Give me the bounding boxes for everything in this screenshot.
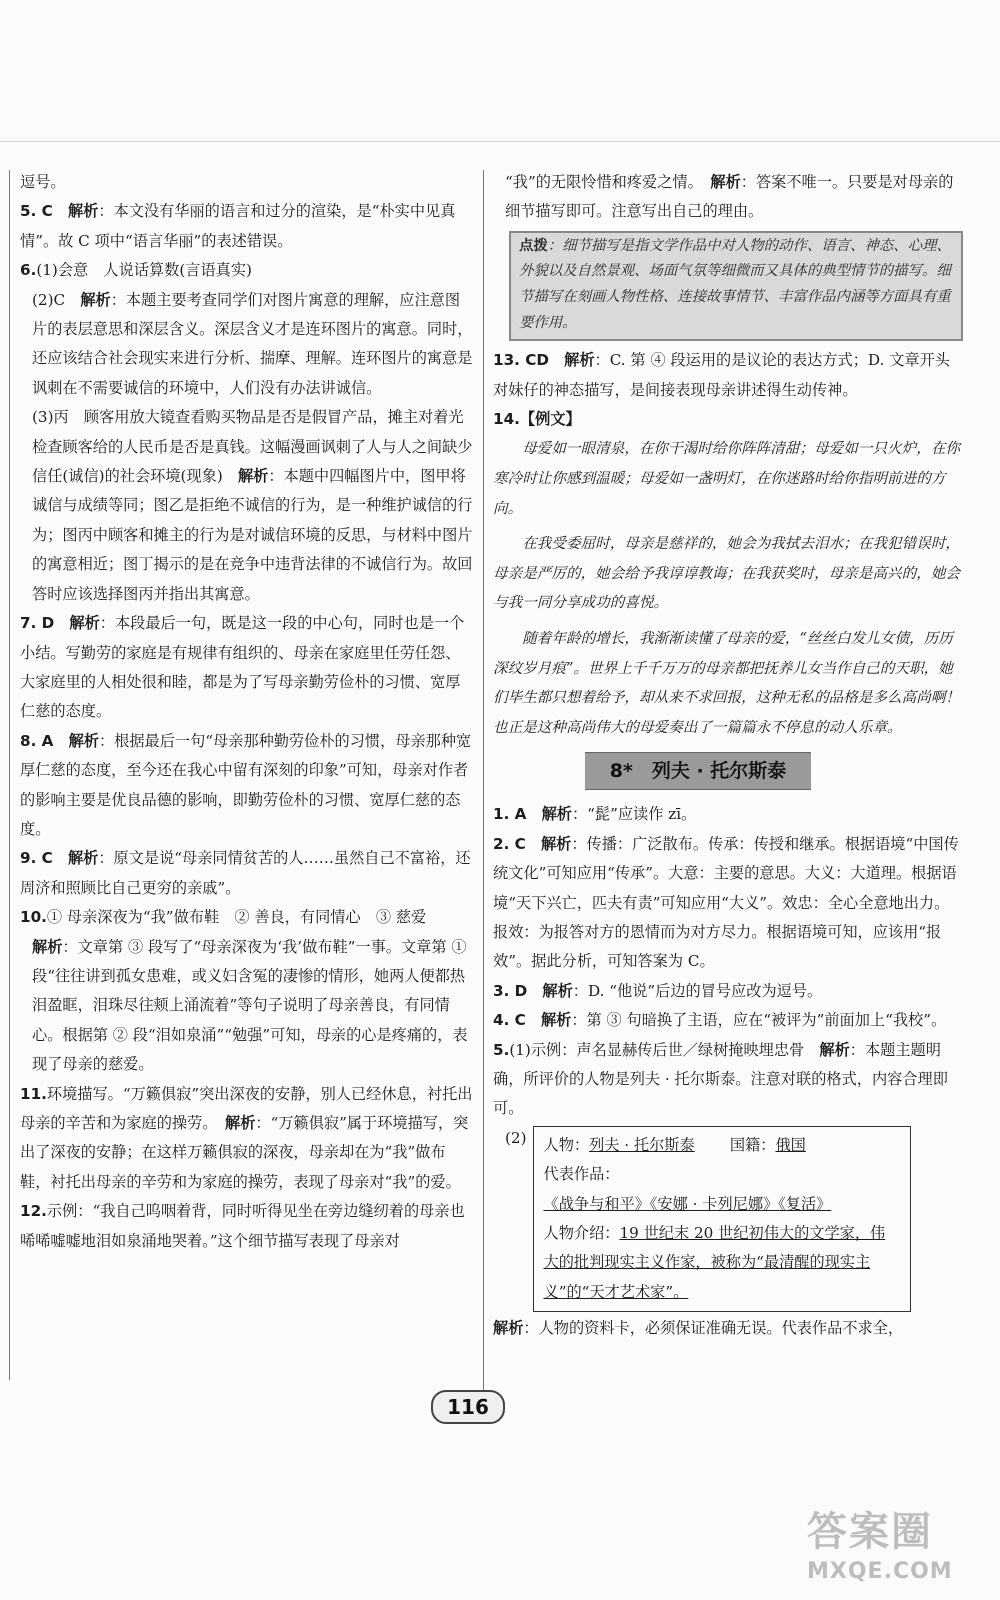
section-title: 8* 列夫 · 托尔斯泰 [585, 752, 811, 790]
essay-paragraph: 母爱如一眼清泉，在你干渴时给你阵阵清甜；母爱如一只火炉，在你寒冷时让你感到温暖；母爱如一盏明灯，在你迷路时给你指明前进的方向。 [493, 440, 961, 517]
answer-item: 逗号。 [20, 173, 66, 191]
answer-item-1: 1. A 解析：“髭”应读作 zī。 [493, 805, 697, 824]
left-margin-line [9, 170, 10, 1380]
answer-item-10-analysis: 解析：文章第 ③ 段写了“母亲深夜为‘我’做布鞋”一事。文章第 ① 段“往往讲到孤女患难，或义妇含冤的凄惨的情形，她两人便都热泪盈眶，泪珠尽往颊上涌流着”等句子说明了母亲善良，有同情心。根据第 ② 段“泪如泉涌”“勉强”可知，母亲的心是疼痛的，表现了母亲的慈爱。 [32, 937, 468, 1074]
card-nation: 俄国 [775, 1135, 806, 1154]
answer-item-6: 6.(1)会意 人说话算数(言语真实) [20, 261, 252, 280]
tip-box: 点拨：细节描写是指文学作品中对人物的动作、语言、神态、心理、外貌以及自然景观、场面气氛等细微而又具体的典型情节的描写。细节描写在刻画人物性格、连接故事情节、丰富作品内涵等方面具有重要作用。 [509, 231, 963, 341]
answer-item-6-2: (2)C 解析：本题主要考查同学们对图片寓意的理解，应注意图片的表层意思和深层含义。深层含义才是连环图片的寓意。同时，还应该结合社会现实来进行分析、揣摩、理解。连环图片的寓意是讽刺在不需要诚信的环境中，人们没有办法讲诚信。 [32, 290, 473, 397]
left-column [20, 168, 475, 1256]
answer-item-11: 11.环境描写。“万籁俱寂”突出深夜的安静，别人已经休息，衬托出母亲的辛苦和为家庭的操劳。 解析：“万籁俱寂”属于环境描写，突出了深夜的安静；在这样万籁俱寂的深夜，母亲却在为“我”做布鞋，衬托出母亲的辛劳和为家庭的操劳，表现了母亲对“我”的爱。 [20, 1084, 473, 1191]
answer-item-2: 2. C 解析：传播：广泛散布。传承：传授和继承。根据语境“中国传统文化”可知应用“传承”。大意：主要的意思。大义：大道理。根据语境“天下兴亡，匹夫有责”可知应用“大义”。效忠：全心全意地出力。报效：为报答对方的恩情而为对方尽力。根据语境可知，应该用“报效”。据此分析，可知答案为 C。 [493, 834, 959, 971]
answer-item-7: 7. D 解析：本段最后一句，既是这一段的中心句，同时也是一个小结。写勤劳的家庭是有规律有组织的、母亲在家庭里任劳任怨、大家庭里的人相处很和睦，都是为了写母亲勤劳俭朴的习惯、宽厚仁慈的态度。 [20, 614, 465, 721]
answer-item-14: 14.【例文】 [493, 410, 581, 428]
essay-paragraph: 在我受委屈时，母亲是慈祥的，她会为我拭去泪水；在我犯错误时，母亲是严厉的，她会给予我谆谆教诲；在我获奖时，母亲是高兴的，她会与我一同分享成功的喜悦。 [493, 535, 961, 612]
card-name: 列夫 · 托尔斯泰 [589, 1135, 695, 1154]
header-rule [0, 141, 1000, 142]
card-intro-row: 人物介绍：19 世纪末 20 世纪初伟大的文学家，伟大的批判现实主义作家，被称为“最清醒的现实主义”的“天才艺术家”。 [543, 1224, 886, 1301]
card-works: 《战争与和平》《安娜 · 卡列尼娜》《复活》 [543, 1194, 832, 1213]
info-card [533, 1126, 911, 1312]
tip-label: 点拨 [519, 237, 548, 254]
answer-item-last: 解析：人物的资料卡，必须保证准确无误。代表作品不求全， [493, 1319, 904, 1338]
card-name-row: 人物：列夫 · 托尔斯泰 国籍：俄国 [543, 1135, 806, 1154]
answer-item-6-3: (3)丙 顾客用放大镜查看购买物品是否是假冒产品，摊主对着光检查顾客给的人民币是否是真钱。这幅漫画讽刺了人与人之间缺少信任(诚信)的社会环境(现象) 解析：本题中四幅图片中，图甲将诚信与成绩等同；图乙是拒绝不诚信的行为，是一种维护诚信的行为；图丙中顾客和摊主的行为是对诚信环境的反思，与材料中图片的寓意相近；图丁揭示的是在竞争中违背法律的不诚信行为。故回答时应该选择图丙并指出其寓意。 [32, 408, 473, 603]
answer-item-9: 9. C 解析：原文是说“母亲同情贫苦的人……虽然自己不富裕，还周济和照顾比自己更穷的亲戚”。 [20, 849, 471, 897]
right-column [493, 168, 963, 1344]
column-divider [483, 170, 484, 1390]
page-number: 116 [431, 1390, 505, 1424]
answer-item-12-cont: “我”的无限怜惜和疼爱之情。 解析：答案不唯一。只要是对母亲的细节描写即可。注意写出自己的理由。 [505, 173, 954, 221]
card-works-row: 代表作品：《战争与和平》《安娜 · 卡列尼娜》《复活》 [543, 1165, 832, 1213]
answer-item-10: 10.① 母亲深夜为“我”做布鞋 ② 善良，有同情心 ③ 慈爱 [20, 908, 427, 927]
answer-item-5: 5. C 解析：本文没有华丽的语言和过分的渲染，是“朴实中见真情”。故 C 项中“语言华丽”的表述错误。 [20, 202, 456, 250]
answer-item-12: 12.示例：“我自己呜咽着背，同时听得见坐在旁边缝纫着的母亲也唏唏嘘嘘地泪如泉涌地哭着。”这个细节描写表现了母亲对 [20, 1202, 465, 1250]
card-intro: 19 世纪末 20 世纪初伟大的文学家，伟大的批判现实主义作家，被称为“最清醒的现实主义”的“天才艺术家”。 [543, 1224, 886, 1301]
answer-item-3: 3. D 解析：D. “他说”后边的冒号应改为逗号。 [493, 981, 823, 1000]
card-prefix: (2) [505, 1128, 527, 1147]
answer-item-13: 13. CD 解析：C. 第 ④ 段运用的是议论的表达方式；D. 文章开头对妹仔的神态描写，是间接表现母亲讲述得生动传神。 [493, 351, 950, 399]
card-row [493, 1124, 963, 1312]
answer-item-5-r: 5.(1)示例：声名显赫传后世／绿树掩映埋忠骨 解析：本题主题明确，所评价的人物是列夫 · 托尔斯泰。注意对联的格式，内容合理即可。 [493, 1040, 948, 1118]
watermark-logo: 答案圈 MXQE.COM [807, 1509, 953, 1584]
essay-paragraph: 随着年龄的增长，我渐渐读懂了母亲的爱，“丝丝白发儿女债，历历深纹岁月痕”。世界上千千万万的母亲都把抚养儿女当作自己的天职，她们毕生都只想着给予，却从来不求回报，这种无私的品格是多么高尚啊！也正是这种高尚伟大的母爱奏出了一篇篇永不停息的动人乐章。 [493, 629, 961, 736]
answer-item-4: 4. C 解析：第 ③ 句暗换了主语，应在“被评为”前面加上“我校”。 [493, 1011, 947, 1030]
sample-essay [493, 434, 963, 742]
answer-item-8: 8. A 解析：根据最后一句“母亲那种勤劳俭朴的习惯，母亲那种宽厚仁慈的态度，至今还在我心中留有深刻的印象”可知，母亲对作者的影响主要是优良品德的影响，即勤劳俭朴的习惯、宽厚仁慈的态度。 [20, 731, 472, 838]
